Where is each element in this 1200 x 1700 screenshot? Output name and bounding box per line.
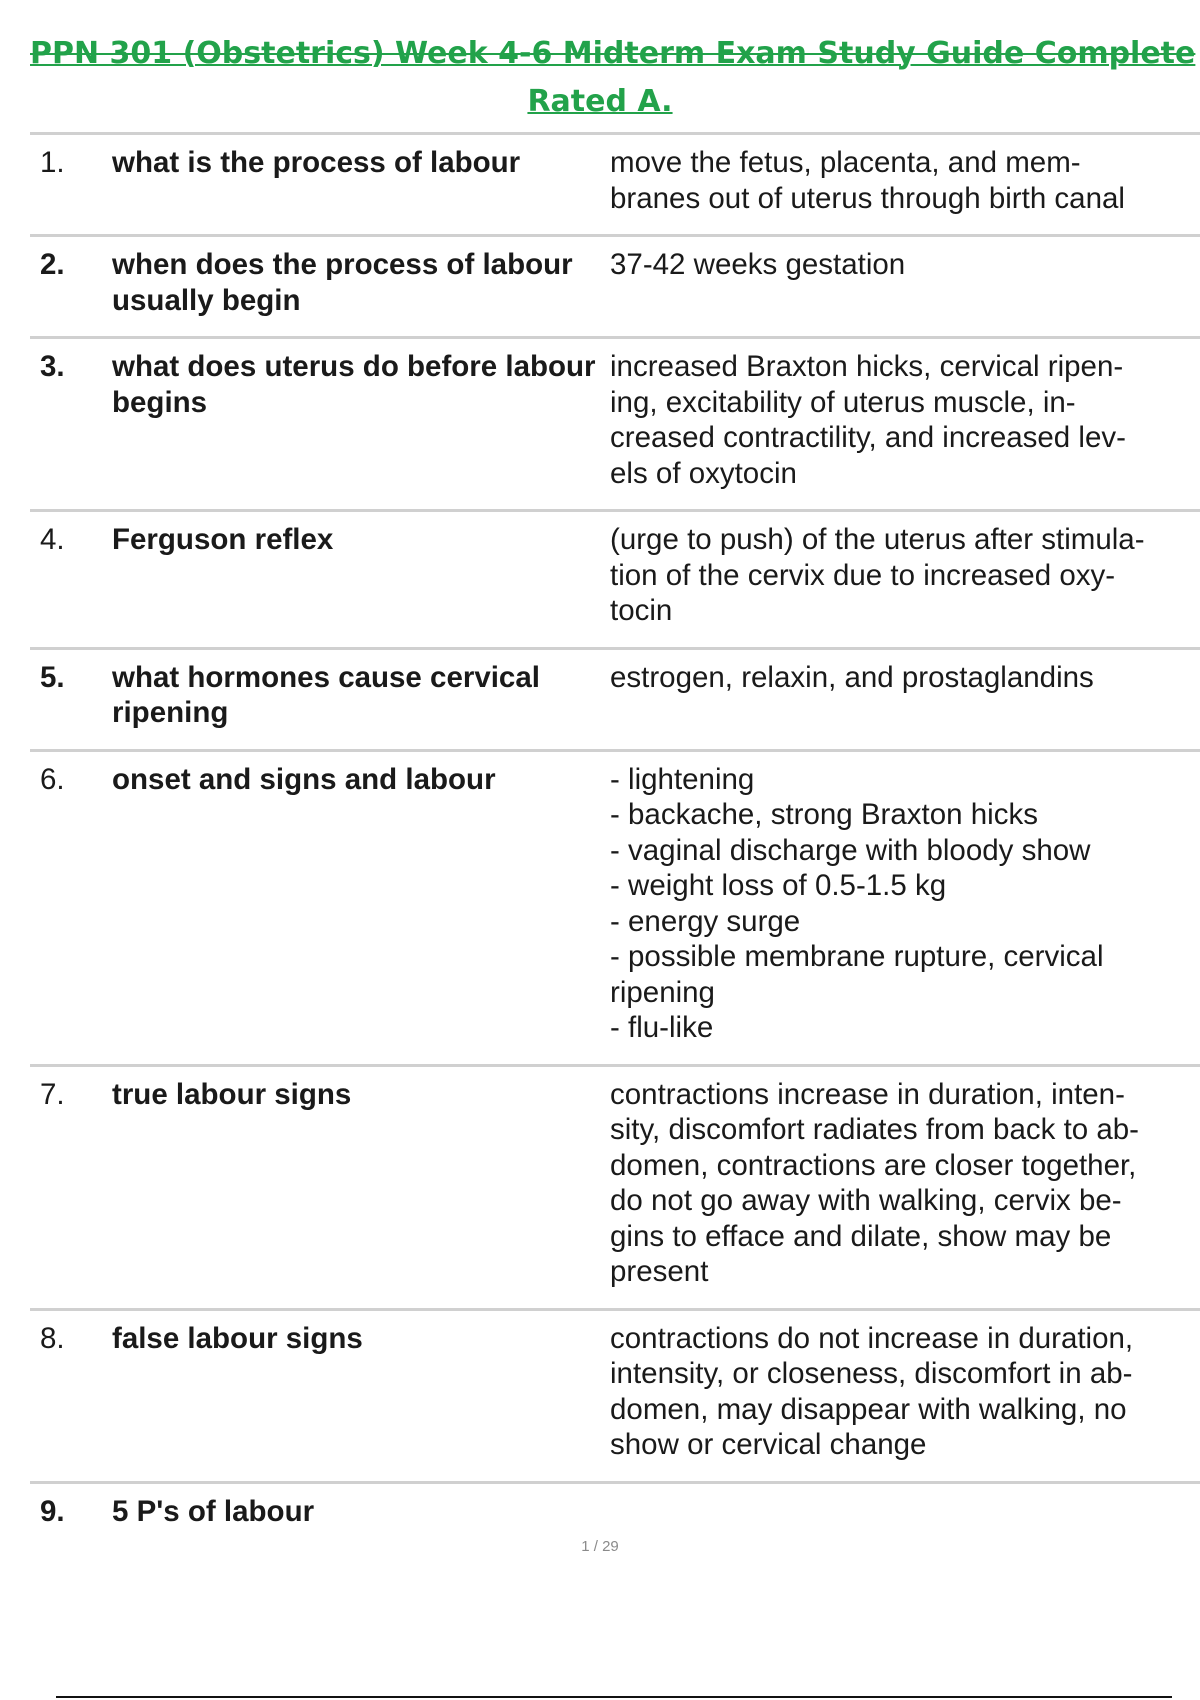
card-term: what is the process of labour: [112, 146, 521, 179]
card-number: 7.: [40, 1077, 65, 1111]
card-definition: increased Braxton hicks, cervical ripen- ing, excitability of uterus muscle, in- creased contractility, and increased lev- els of oxytocin: [610, 350, 1126, 490]
flashcard-list: [30, 132, 1200, 1535]
card-definition: 37-42 weeks gestation: [610, 248, 906, 281]
flashcard-row: [30, 1481, 1200, 1536]
card-number: 6.: [40, 762, 65, 796]
flashcard-row: [30, 336, 1200, 509]
flashcard-row: [30, 509, 1200, 647]
card-number: 2.: [40, 248, 65, 281]
flashcard-row: [30, 1308, 1200, 1481]
flashcard-row: [30, 647, 1200, 749]
card-definition: contractions increase in duration, inten- sity, discomfort radiates from back to ab- domen, contractions are closer together, do not go away with walking, cervix be- gins to efface and dilate, show may be present: [610, 1077, 1139, 1288]
card-number: 1.: [40, 146, 65, 179]
flashcard-row: [30, 132, 1200, 234]
card-term: what does uterus do before labour begins: [112, 350, 596, 419]
card-number: 5.: [40, 660, 65, 694]
title-line-2: Rated A.: [527, 84, 673, 119]
bottom-divider: [56, 1696, 1172, 1698]
card-definition: - lightening - backache, strong Braxton hicks - vaginal discharge with bloody show - weight loss of 0.5-1.5 kg - energy surge - possible membrane rupture, cervical ripening - flu-like: [610, 762, 1104, 1044]
document-title: [30, 30, 1196, 126]
card-number: 8.: [40, 1321, 65, 1355]
card-term: onset and signs and labour: [112, 762, 496, 796]
card-definition: (urge to push) of the uterus after stimula- tion of the cervix due to increased oxy- tocin: [610, 523, 1145, 627]
flashcard-row: [30, 1064, 1200, 1308]
card-number: 3.: [40, 350, 65, 383]
card-term: true labour signs: [112, 1077, 352, 1111]
title-line-1: PPN 301 (Obstetrics) Week 4-6 Midterm Exam Study Guide Complete: [30, 36, 1196, 71]
flashcard-row: [30, 749, 1200, 1064]
card-term: false labour signs: [112, 1321, 363, 1355]
card-term: 5 P's of labour: [112, 1494, 315, 1528]
card-number: 9.: [40, 1494, 65, 1528]
flashcard-row: [30, 234, 1200, 336]
card-term: Ferguson reflex: [112, 523, 334, 556]
card-definition: contractions do not increase in duration, intensity, or closeness, discomfort in ab- domen, may disappear with walking, no show or cervical change: [610, 1321, 1134, 1461]
card-definition: move the fetus, placenta, and mem- branes out of uterus through birth canal: [610, 146, 1125, 215]
card-number: 4.: [40, 523, 65, 556]
page-indicator: 1 / 29: [581, 1538, 619, 1555]
card-term: when does the process of labour usually begin: [112, 248, 573, 317]
card-term: what hormones cause cervical ripening: [112, 660, 540, 729]
card-definition: [610, 1494, 1200, 1530]
card-definition: estrogen, relaxin, and prostaglandins: [610, 660, 1094, 694]
